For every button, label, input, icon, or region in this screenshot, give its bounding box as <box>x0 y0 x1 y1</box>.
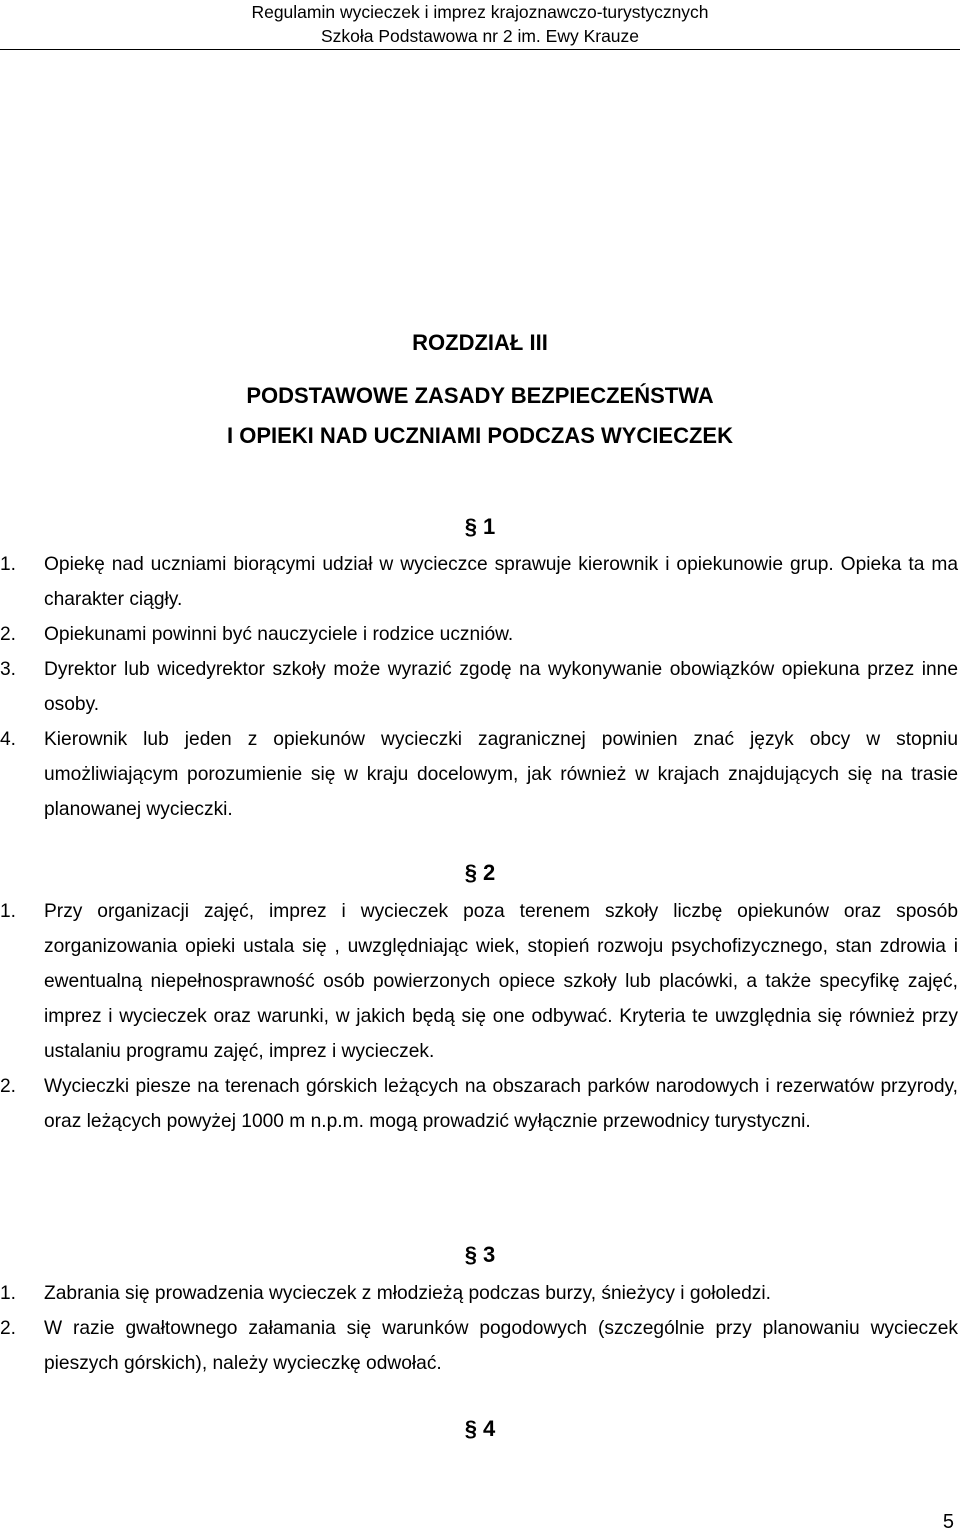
item-text: Opiekę nad uczniami biorącymi udział w wycieczce sprawuje kierownik i opiekunowie grup. Opieka ta ma charakter ciągły. <box>44 554 958 610</box>
item-number: 2. <box>0 1318 17 1339</box>
item-number: 3. <box>0 659 17 680</box>
chapter-subtitle-1: PODSTAWOWE ZASADY BEZPIECZEŃSTWA <box>246 383 714 408</box>
section-3-items <box>0 1276 958 1381</box>
section-2-heading: § 2 <box>464 860 496 885</box>
page-number: 5 <box>942 1511 954 1533</box>
list-item <box>0 1311 958 1381</box>
list-item <box>0 894 958 1069</box>
item-text: Dyrektor lub wicedyrektor szkoły może wyrazić zgodę na wykonywanie obowiązków opiekuna przez inne osoby. <box>44 659 958 715</box>
item-text: Opiekunami powinni być nauczyciele i rodzice uczniów. <box>44 624 514 645</box>
list-item <box>0 547 958 617</box>
chapter-title: ROZDZIAŁ III <box>412 330 548 355</box>
item-text: Wycieczki piesze na terenach górskich leżących na obszarach parków narodowych i rezerwatów przyrody, oraz leżących powyżej 1000 m n.p.m. mogą prowadzić wyłącznie przewodnicy turystyczni. <box>44 1076 958 1132</box>
item-number: 4. <box>0 729 17 750</box>
chapter-subtitle-2: I OPIEKI NAD UCZNIAMI PODCZAS WYCIECZEK <box>226 423 733 448</box>
page-header <box>0 0 960 50</box>
list-item <box>0 1276 958 1311</box>
item-text: Kierownik lub jeden z opiekunów wycieczki zagranicznej powinien znać język obcy w stopniu umożliwiającym porozumienie się w kraju docelowym, jak również w krajach znajdujących się na trasie planowanej wycieczki. <box>44 729 958 820</box>
list-item <box>0 652 958 722</box>
section-3-heading: § 3 <box>464 1242 496 1267</box>
section-1-items <box>0 547 958 827</box>
item-number: 1. <box>0 554 17 575</box>
item-text: Przy organizacji zajęć, imprez i wycieczek poza terenem szkoły liczbę opiekunów oraz sposób zorganizowania opieki ustala się , uwzględniając wiek, stopień rozwoju psychofizycznego, stan zdrowia i ewentualną niepełnosprawność osób powierzonych opiece szkoły lub placówki, a także specyfikę zajęć, imprez i wycieczek oraz warunki, w jakich będą się one odbywać. Kryteria te uwzględnia się również przy ustalaniu programu zajęć, imprez i wycieczek. <box>44 901 958 1062</box>
list-item <box>0 1069 958 1139</box>
item-number: 1. <box>0 901 17 922</box>
item-text: W razie gwałtownego załamania się warunków pogodowych (szczególnie przy planowaniu wycieczek pieszych górskich), należy wycieczkę odwołać. <box>44 1318 958 1374</box>
header-title: Regulamin wycieczek i imprez krajoznawczo-turystycznych <box>251 2 709 22</box>
list-item <box>0 617 958 652</box>
list-item <box>0 722 958 827</box>
section-1-heading: § 1 <box>464 514 496 539</box>
section-2-items <box>0 894 958 1139</box>
item-number: 2. <box>0 624 17 645</box>
item-number: 2. <box>0 1076 17 1097</box>
header-school: Szkoła Podstawowa nr 2 im. Ewy Krauze <box>320 26 640 46</box>
item-text: Zabrania się prowadzenia wycieczek z młodzieżą podczas burzy, śnieżycy i gołoledzi. <box>44 1283 771 1304</box>
item-number: 1. <box>0 1283 17 1304</box>
section-4-heading: § 4 <box>464 1416 496 1441</box>
